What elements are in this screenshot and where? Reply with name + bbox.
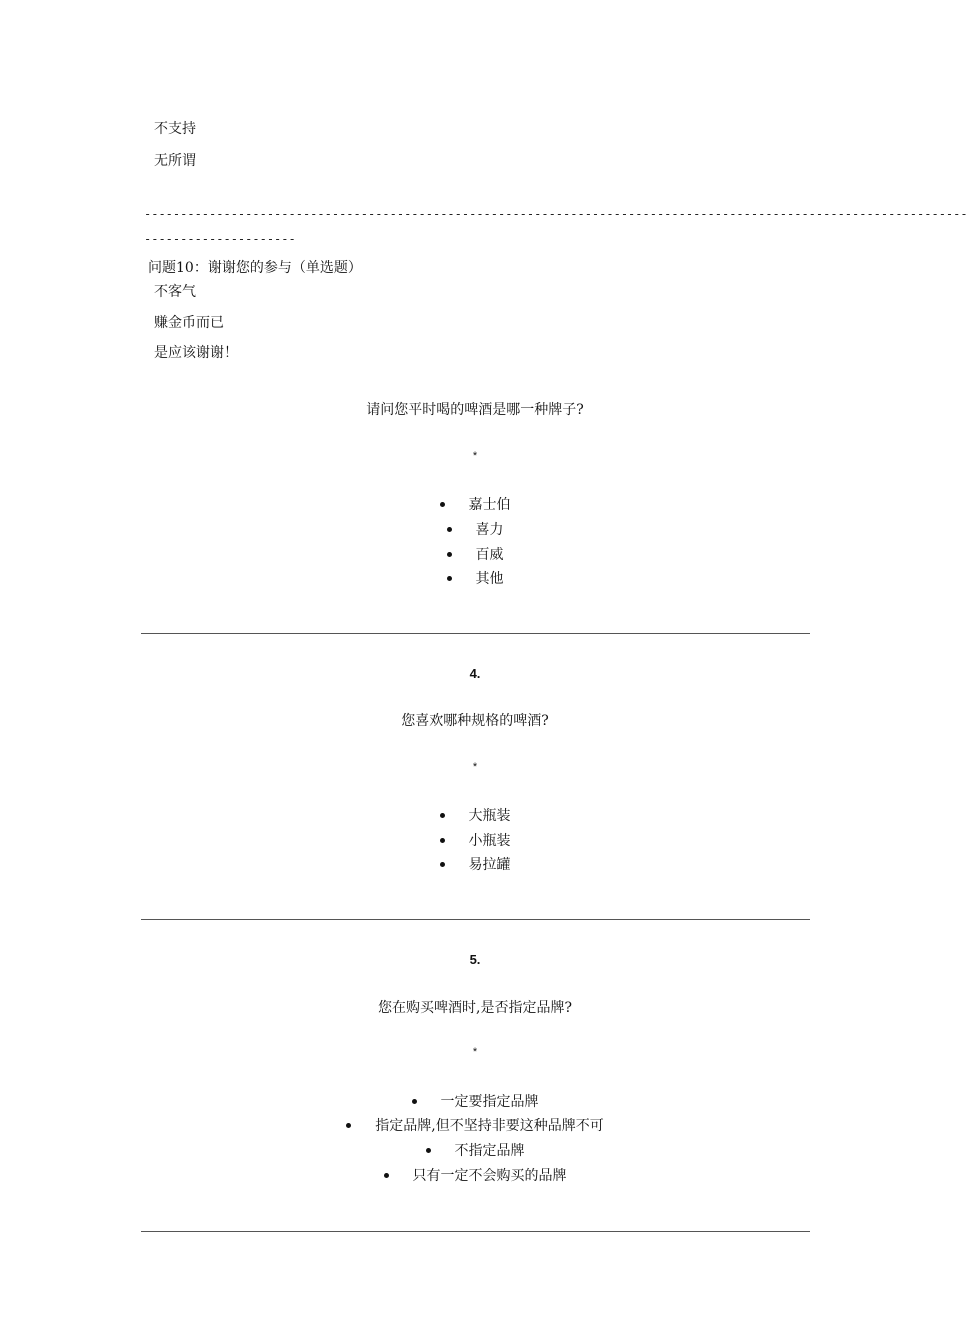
question-5-option[interactable] [0, 1115, 950, 1135]
bullet-icon [440, 838, 445, 843]
option-label: 小瓶装 [468, 833, 511, 849]
question-3-option[interactable] [0, 494, 950, 514]
question-10-option[interactable]: 赚金币而已 [154, 315, 224, 331]
option-label: 喜力 [475, 522, 504, 538]
dashed-separator-continued: --------------------- [144, 232, 296, 246]
option-text: 不支持 [154, 121, 196, 137]
option-label: 只有一定不会购买的品牌 [412, 1168, 567, 1184]
question-4-option[interactable] [0, 830, 950, 850]
question-5-text: 您在购买啤酒时,是否指定品牌? [378, 1000, 572, 1016]
bullet-icon [447, 527, 452, 532]
bullet-icon [346, 1123, 351, 1128]
section-divider [141, 633, 810, 634]
question-3-option[interactable] [0, 544, 950, 564]
question-4-text: 您喜欢哪种规格的啤酒? [401, 713, 549, 729]
option-text: 无所谓 [154, 153, 196, 169]
bullet-icon [440, 813, 445, 818]
option-label: 指定品牌,但不坚持非要这种品牌不可 [375, 1118, 604, 1134]
option-label: 大瓶装 [468, 808, 511, 824]
question-5-option[interactable] [0, 1140, 950, 1160]
option-label: 其他 [475, 571, 504, 587]
question-3-option[interactable] [0, 568, 950, 588]
question-4-number: 4. [469, 666, 481, 681]
option-label: 易拉罐 [468, 857, 511, 873]
option-label: 不指定品牌 [454, 1143, 525, 1159]
required-mark: * [472, 1046, 478, 1058]
required-mark: * [472, 761, 478, 773]
required-mark: * [472, 450, 478, 462]
question-3-option[interactable] [0, 519, 950, 539]
question-3-text: 请问您平时喝的啤酒是哪一种牌子? [366, 402, 584, 418]
option-label: 一定要指定品牌 [440, 1094, 539, 1110]
bullet-icon [384, 1173, 389, 1178]
bullet-icon [440, 502, 445, 507]
bullet-icon [447, 576, 452, 581]
question-5-number: 5. [469, 952, 481, 967]
option-label: 百威 [475, 547, 504, 563]
bullet-icon [426, 1148, 431, 1153]
bullet-icon [412, 1099, 417, 1104]
dashed-separator: ------------------------------------------------------------------------------------------------------------------ [144, 207, 968, 221]
question-4-option[interactable] [0, 854, 950, 874]
bullet-icon [447, 552, 452, 557]
question-4-option[interactable] [0, 805, 950, 825]
question-10-option[interactable]: 不客气 [154, 284, 196, 300]
question-5-option[interactable] [0, 1091, 950, 1111]
question-10-title: 问题10：谢谢您的参与（单选题） [148, 260, 362, 276]
section-divider [141, 1231, 810, 1232]
section-divider [141, 919, 810, 920]
question-5-option[interactable] [0, 1165, 950, 1185]
question-10-option[interactable]: 是应该谢谢！ [154, 345, 238, 361]
option-label: 嘉士伯 [468, 497, 511, 513]
bullet-icon [440, 862, 445, 867]
